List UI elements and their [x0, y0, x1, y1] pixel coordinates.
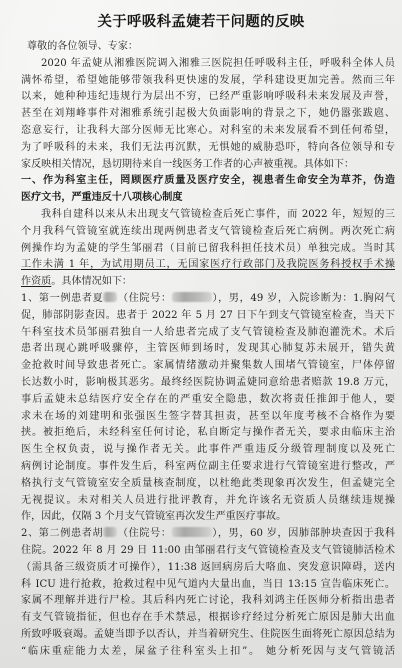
case-1-line: 病例讨论制度。事件发生后，科室两位副主任要求进行气管镜室进行整改，严 — [21, 460, 395, 472]
case-1-line: 金抢救时间导致患者死亡。家属情绪激动并聚集数人围堵气管镜室，尸体停留 — [21, 360, 395, 372]
case-1-line: 长达数小时，影响极其恶劣。最终经医院协调孟婕同意给患者赔款 19.8 万元， — [21, 376, 395, 388]
document-body — [21, 39, 395, 660]
case-1-line: 患者出现心跳呼吸骤停，主管医师到场时，发现其心肺复苏未展开，错失黄 — [21, 343, 395, 355]
case-2-line: “临床重症能力太差，屎盆子往科室头上扣”。 她分析死因与支气管镜活 — [21, 645, 395, 657]
section-heading-line: 医疗文书，严重违反十八项核心制度 — [21, 192, 183, 204]
intro-line: 2020 年孟婕从湘雅医院调入湘雅三医院担任呼吸科主任，呼吸科全体人员 — [41, 57, 395, 69]
case-1-line: 无视提议。未对相关人员进行批评教育，并允许该名无资质人员继续违规操 — [21, 494, 395, 506]
intro-line: 家反映相关情况，恳切期待来自一线医务工作者的心声被重视。具体如下： — [21, 158, 355, 170]
section-heading-line: 一、作为科室主任，罔顾医疗质量及医疗安全，视患者生命安全为草芥，伪造 — [21, 175, 395, 187]
section-paragraph-line: 例操作均为孟婕的学生邹丽君（目前已留我科担任技术员）单独完成。当时其 — [21, 242, 395, 254]
case-1-line: 促，肺部阴影查因。患者于 2022 年 5 月 27 日下午到支气管镜室检查，当天下 — [21, 309, 395, 321]
case-1-line: 格执行支气管镜室安全质量核查制度，以杜绝此类现象再次发生，但孟婕完全 — [21, 477, 395, 489]
intro-line: 恣意妄行，让我科大部分医师无比寒心。对科室的未来发展看不到任何希望， — [21, 124, 395, 136]
redacted-admission-number — [172, 527, 212, 537]
case-2-details: ），男，60 岁，因肺部肿块查因于我科 — [211, 528, 395, 540]
case-2-line: 所致呼吸衰竭。孟婕当即予以否认，并当着研究生、住院医生面将死亡原因总结为 — [21, 628, 395, 640]
intro-line: 以来，她种种违纪违规行为层出不穷，已经严重影响呼吸科未来发展及声誉， — [21, 91, 395, 103]
case-2-line: （需具备三级资质才可操作），11:38 返回病房后大咯血、突发意识障碍，送内 — [21, 561, 395, 573]
case-1-line: 作，因此，仅隔 3 个月支气管镜室再次发生严重医疗事故。 — [21, 511, 287, 523]
case-2-line: 住院。2022 年 8 月 29 日 11:00 由邹丽君行支气管镜检查及支气管镜肺活检术 — [21, 544, 395, 556]
intro-line: 为了呼吸科的未来，我们无法再沉默，无惧她的威胁恐吓，特向各位领导和专 — [21, 141, 395, 153]
case-2-line: 家属不理解并进行尸检。其后科内死亡讨论，我科刘鸿主任医师分析指出患者 — [21, 595, 395, 607]
case-2-lead: 2、第二例患者胡 — [21, 528, 104, 540]
case-1-line: 挟。被拒绝后，未经科室任何讨论，私自断定与操作者无关，要求由临床主治 — [21, 427, 395, 439]
document-title: 关于呼吸科孟婕若干问题的反映 — [97, 13, 305, 30]
case-1-line: 求未在场的刘建明和张强医生签字替其担责，甚至以年度考核不合格作为要 — [21, 410, 395, 422]
paragraph-text: 。具体情况如下： — [51, 276, 133, 288]
intro-line: 满怀希望，希望她能够带领我科更快速的发展，学科建设更加完善。然而三年 — [21, 74, 395, 86]
admission-number-label: （住院号： — [117, 292, 172, 304]
case-1-line: 医生全权负责，说与操作者无关。此事件严重违反分级管理制度以及死亡 — [21, 444, 395, 456]
case-2-line: 科 ICU 进行抢救，抢救过程中见气道内大量出血，当日 13:15 宣告临床死亡。 — [21, 578, 395, 590]
case-1-line: 午科室技术员邹丽君独自一人给患者完成了支气管镜检查及肺泡灌洗术。术后 — [21, 326, 395, 338]
case-1-lead: 1、第一例患者夏 — [21, 292, 104, 304]
case-1-details: ），男，49 岁，入院诊断为：1.胸闷气 — [211, 292, 395, 304]
section-paragraph-line: 我科自建科以来从未出现支气管镜检查后死亡事件，而 2022 年，短短的三 — [41, 208, 395, 220]
case-1-first-line — [21, 291, 395, 308]
intro-line: 甚至在刘翔峰事件对湘雅系统引起极大负面影响的背景之下，她仍嚣张跋扈、 — [21, 108, 395, 120]
section-paragraph-line — [21, 274, 395, 291]
salutation: 尊敬的各位领导、专家： — [27, 41, 139, 52]
section-paragraph-line: 个月我科气管镜室就连续出现两例患者支气管镜检查后死亡病例。两次死亡病 — [21, 225, 395, 237]
redacted-admission-number — [172, 292, 212, 302]
case-1-line: 事后孟婕未总结医疗安全存在的严重安全隐患，数次将责任推卸于他人，要 — [21, 393, 395, 405]
redacted-patient-name — [103, 527, 117, 537]
case-2-first-line — [21, 526, 395, 543]
admission-number-label: （住院号： — [117, 528, 172, 540]
redacted-patient-name — [103, 292, 117, 302]
underlined-paragraph-line: 工作未满 1 年，为试用期员工，无国家医疗行政部门及我院医务科授权手术操 — [21, 259, 395, 271]
underlined-text: 作资质 — [21, 276, 52, 288]
case-2-line: 有支气管镜指征，但也存在手术禁忌，根据诊疗经过分析死亡原因是肺大出血 — [21, 612, 395, 624]
